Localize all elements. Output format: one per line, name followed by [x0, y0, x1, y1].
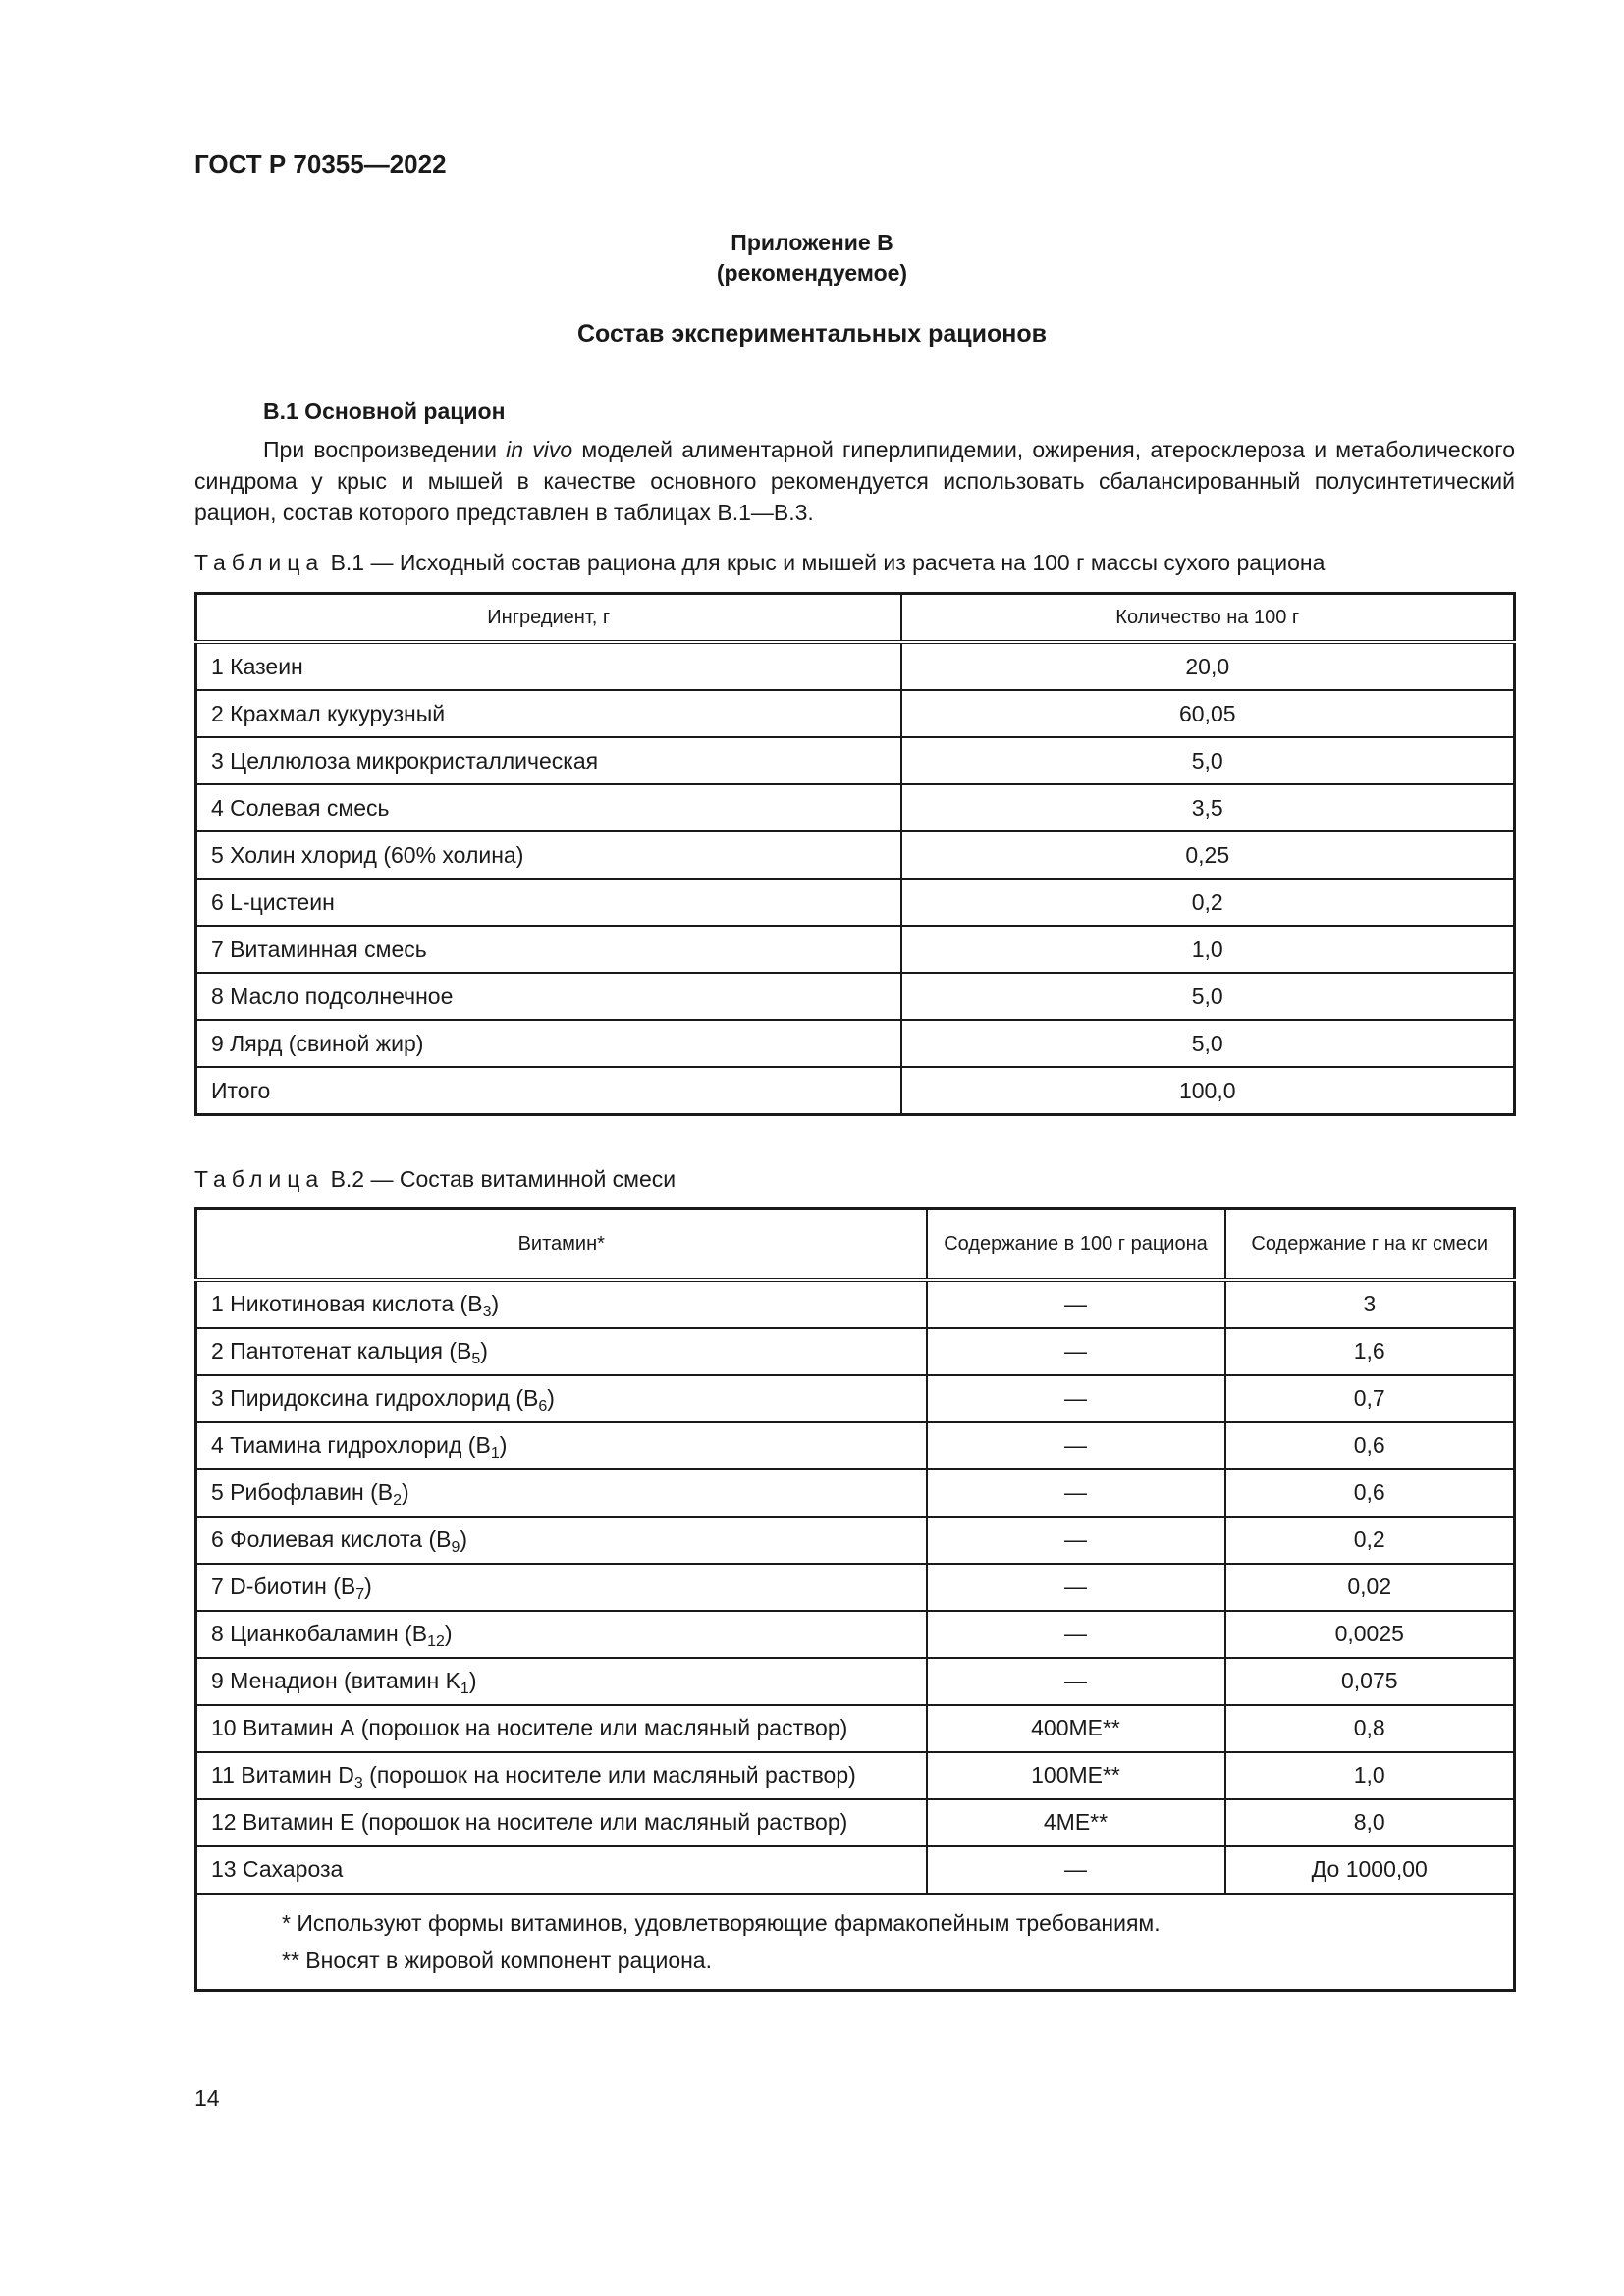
- vitamin-name: 7 D-биотин (B: [211, 1574, 356, 1599]
- vitamin-subscript: 6: [538, 1398, 548, 1415]
- para-text: При воспроизведении: [263, 437, 507, 462]
- vitamin-cell: [196, 1517, 927, 1564]
- section-paragraph: [194, 434, 1515, 528]
- vitamin-cell: [196, 1846, 927, 1894]
- vitamin-name: 5 Рибофлавин (B: [211, 1479, 394, 1505]
- amount-cell: 5,0: [901, 973, 1515, 1020]
- para-text: моделей алиментарной гиперлипидемии, ожирения, атеросклероза и метаболического синдрома у крыс и мышей в качестве основного рекомендуется использовать сбалансированный полусинтетический рацион, состав которого представлен в таблицах В.1—В.3.: [194, 437, 1515, 525]
- table-row: [196, 1705, 1515, 1752]
- table2: [194, 1207, 1516, 1992]
- vitamin-subscript: 1: [460, 1681, 469, 1697]
- amount-cell: 5,0: [901, 737, 1515, 784]
- amount-cell: 3,5: [901, 784, 1515, 831]
- table-notes: [196, 1894, 1515, 1991]
- per-100g-cell: 400МЕ**: [927, 1705, 1225, 1752]
- vitamin-subscript: 9: [451, 1539, 460, 1556]
- vitamin-name-suffix: ): [480, 1338, 488, 1363]
- column-header: Витамин*: [196, 1209, 927, 1280]
- footnote: * Используют формы витаминов, удовлетворяющие фармакопейным требованиям.: [282, 1909, 1161, 1936]
- appendix-label: Приложение В: [731, 230, 893, 255]
- vitamin-name: 6 Фолиевая кислота (B: [211, 1526, 452, 1552]
- appendix-heading: Состав экспериментальных рационов: [576, 320, 1047, 347]
- table-row: [196, 1328, 1515, 1375]
- appendix-title: [0, 228, 1624, 289]
- table-row: [196, 690, 1515, 737]
- vitamin-subscript: 5: [471, 1351, 481, 1367]
- vitamin-name-suffix: ): [460, 1526, 468, 1552]
- vitamin-name: 11 Витамин D: [211, 1762, 354, 1788]
- table-row: [196, 973, 1515, 1020]
- vitamin-name-suffix: ): [364, 1574, 372, 1599]
- table-row: [196, 784, 1515, 831]
- per-100g-cell: —: [927, 1422, 1225, 1469]
- vitamin-cell: [196, 1752, 927, 1799]
- ingredient-cell: 7 Витаминная смесь: [196, 926, 901, 973]
- per-100g-cell: —: [927, 1517, 1225, 1564]
- table-row: [196, 1517, 1515, 1564]
- table-row: [196, 1422, 1515, 1469]
- per-kg-cell: 8,0: [1225, 1799, 1515, 1846]
- vitamin-subscript: 1: [490, 1445, 500, 1462]
- amount-cell: 0,2: [901, 879, 1515, 926]
- ingredient-cell: 4 Солевая смесь: [196, 784, 901, 831]
- vitamin-name: 4 Тиамина гидрохлорид (B: [211, 1432, 491, 1458]
- per-kg-cell: 3: [1225, 1280, 1515, 1328]
- para-italic: in vivo: [506, 437, 573, 462]
- vitamin-name: 2 Пантотенат кальция (B: [211, 1338, 472, 1363]
- vitamin-name: 9 Менадион (витамин K: [211, 1668, 460, 1693]
- caption-word: Таблица: [194, 1166, 325, 1192]
- per-kg-cell: 0,8: [1225, 1705, 1515, 1752]
- per-100g-cell: —: [927, 1375, 1225, 1422]
- per-kg-cell: 0,02: [1225, 1564, 1515, 1611]
- vitamin-name-suffix: ): [491, 1291, 500, 1316]
- vitamin-name-suffix: ): [468, 1668, 477, 1693]
- vitamin-name-suffix: ): [402, 1479, 409, 1505]
- ingredient-cell: 3 Целлюлоза микрокристаллическая: [196, 737, 901, 784]
- vitamin-name: 8 Цианкобаламин (B: [211, 1621, 428, 1646]
- vitamin-subscript: 3: [353, 1775, 363, 1791]
- vitamin-name-suffix: ): [499, 1432, 508, 1458]
- amount-cell: 1,0: [901, 926, 1515, 973]
- footnote: ** Вносят в жировой компонент рациона.: [282, 1947, 712, 1973]
- vitamin-subscript: 2: [393, 1492, 403, 1509]
- amount-cell: 5,0: [901, 1020, 1515, 1067]
- table1: [194, 592, 1516, 1116]
- table2-caption: [194, 1166, 676, 1193]
- vitamin-cell: [196, 1611, 927, 1658]
- per-100g-cell: —: [927, 1469, 1225, 1517]
- amount-cell: 0,25: [901, 831, 1515, 879]
- table-header-row: [196, 594, 1515, 643]
- per-kg-cell: 0,6: [1225, 1422, 1515, 1469]
- vitamin-cell: [196, 1469, 927, 1517]
- amount-cell: 20,0: [901, 642, 1515, 690]
- per-kg-cell: 0,7: [1225, 1375, 1515, 1422]
- ingredient-cell: 1 Казеин: [196, 642, 901, 690]
- table-row: [196, 1375, 1515, 1422]
- per-100g-cell: 4МЕ**: [927, 1799, 1225, 1846]
- table-row: [196, 642, 1515, 690]
- per-100g-cell: —: [927, 1280, 1225, 1328]
- table-row: [196, 1611, 1515, 1658]
- column-header: Содержание в 100 г рациона: [927, 1209, 1225, 1280]
- per-kg-cell: 0,075: [1225, 1658, 1515, 1705]
- page-number: 14: [194, 2085, 220, 2110]
- per-100g-cell: —: [927, 1846, 1225, 1894]
- per-kg-cell: 0,2: [1225, 1517, 1515, 1564]
- caption-word: Таблица: [194, 550, 325, 575]
- caption-text: В.1 — Исходный состав рациона для крыс и мышей из расчета на 100 г массы сухого рациона: [330, 550, 1326, 575]
- vitamin-name: 12 Витамин Е (порошок на носителе или масляный раствор): [211, 1809, 848, 1835]
- vitamin-subscript: 3: [482, 1304, 492, 1320]
- table-row: [196, 1280, 1515, 1328]
- document-id: ГОСТ Р 70355—2022: [194, 149, 447, 179]
- caption-text: В.2 — Состав витаминной смеси: [330, 1166, 677, 1192]
- vitamin-subscript: 12: [427, 1633, 445, 1650]
- table-row: [196, 1658, 1515, 1705]
- ingredient-cell: 8 Масло подсолнечное: [196, 973, 901, 1020]
- per-kg-cell: 0,0025: [1225, 1611, 1515, 1658]
- vitamin-name: 3 Пиридоксина гидрохлорид (B: [211, 1385, 539, 1411]
- vitamin-cell: [196, 1280, 927, 1328]
- vitamin-name-suffix: (порошок на носителе или масляный раствор): [362, 1762, 856, 1788]
- amount-cell: 60,05: [901, 690, 1515, 737]
- per-kg-cell: До 1000,00: [1225, 1846, 1515, 1894]
- vitamin-cell: [196, 1375, 927, 1422]
- vitamin-name-suffix: ): [547, 1385, 555, 1411]
- per-100g-cell: —: [927, 1564, 1225, 1611]
- vitamin-name-suffix: ): [444, 1621, 453, 1646]
- ingredient-cell: 5 Холин хлорид (60% холина): [196, 831, 901, 879]
- per-kg-cell: 1,0: [1225, 1752, 1515, 1799]
- table-row: [196, 1752, 1515, 1799]
- amount-cell: 100,0: [901, 1067, 1515, 1115]
- vitamin-cell: [196, 1799, 927, 1846]
- table-row: [196, 1020, 1515, 1067]
- vitamin-cell: [196, 1705, 927, 1752]
- vitamin-name: 1 Никотиновая кислота (B: [211, 1291, 483, 1316]
- table-row: [196, 831, 1515, 879]
- table-row: [196, 879, 1515, 926]
- column-header: Количество на 100 г: [901, 594, 1515, 643]
- vitamin-cell: [196, 1658, 927, 1705]
- table-row: [196, 926, 1515, 973]
- vitamin-cell: [196, 1564, 927, 1611]
- table-row: [196, 1564, 1515, 1611]
- vitamin-cell: [196, 1422, 927, 1469]
- ingredient-cell: 6 L-цистеин: [196, 879, 901, 926]
- table-row: [196, 1067, 1515, 1115]
- table-row: [196, 1469, 1515, 1517]
- per-kg-cell: 0,6: [1225, 1469, 1515, 1517]
- table-row: [196, 1846, 1515, 1894]
- ingredient-cell: Итого: [196, 1067, 901, 1115]
- per-100g-cell: 100МЕ**: [927, 1752, 1225, 1799]
- vitamin-name: 10 Витамин А (порошок на носителе или масляный раствор): [211, 1715, 848, 1740]
- table-row: [196, 1799, 1515, 1846]
- ingredient-cell: 9 Лярд (свиной жир): [196, 1020, 901, 1067]
- section-title: В.1 Основной рацион: [263, 399, 506, 424]
- per-100g-cell: —: [927, 1658, 1225, 1705]
- appendix-status: (рекомендуемое): [716, 260, 908, 286]
- per-100g-cell: —: [927, 1328, 1225, 1375]
- ingredient-cell: 2 Крахмал кукурузный: [196, 690, 901, 737]
- per-kg-cell: 1,6: [1225, 1328, 1515, 1375]
- column-header: Ингредиент, г: [196, 594, 901, 643]
- vitamin-cell: [196, 1328, 927, 1375]
- table-notes-row: [196, 1894, 1515, 1991]
- table1-caption: [194, 550, 1325, 576]
- vitamin-name: 13 Сахароза: [211, 1856, 344, 1882]
- per-100g-cell: —: [927, 1611, 1225, 1658]
- vitamin-subscript: 7: [355, 1586, 365, 1603]
- table-row: [196, 737, 1515, 784]
- table-header-row: [196, 1209, 1515, 1280]
- column-header: Содержание г на кг смеси: [1225, 1209, 1515, 1280]
